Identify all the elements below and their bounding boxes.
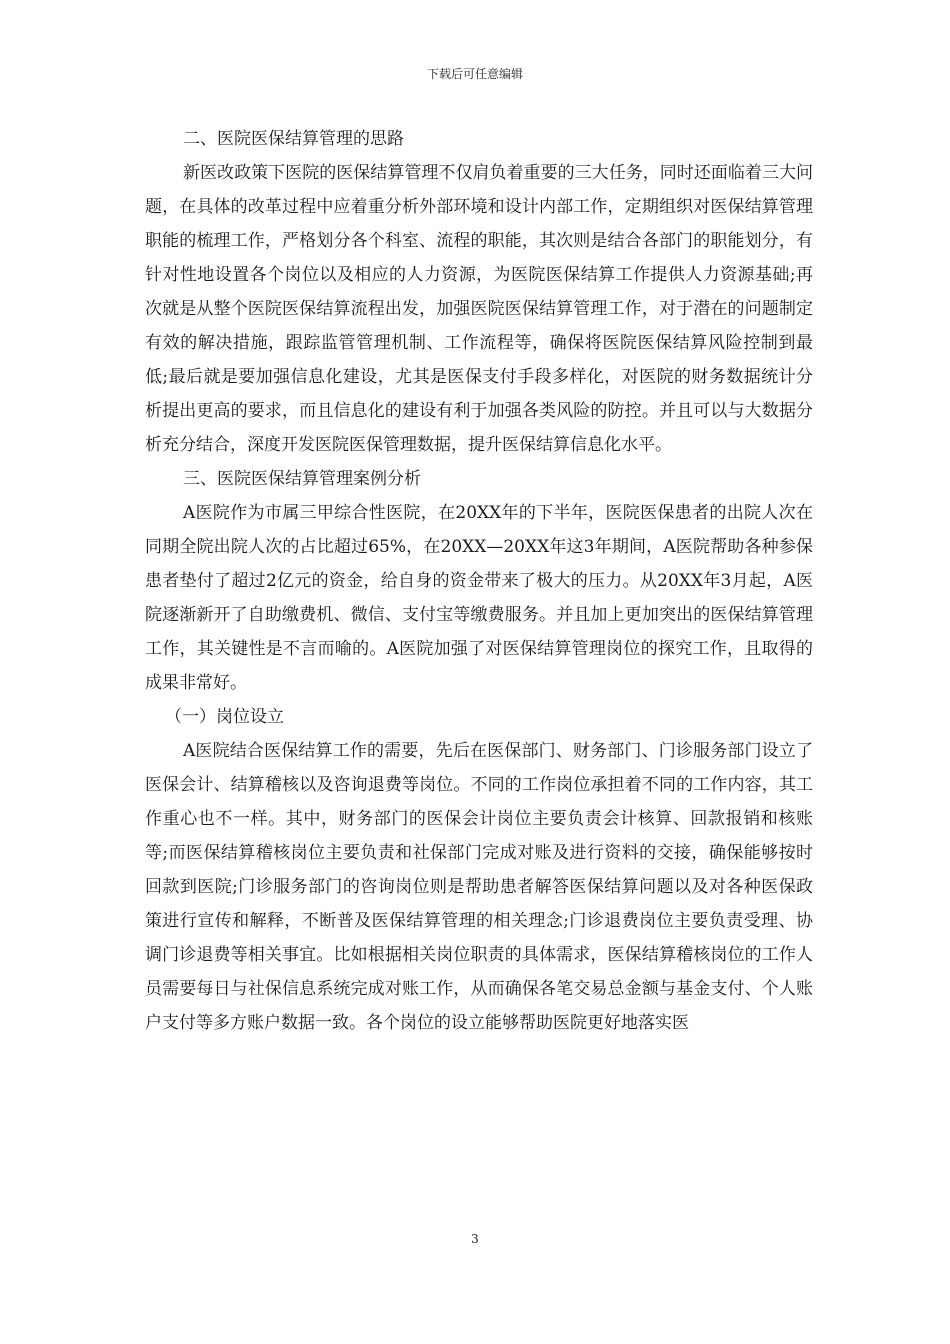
section-heading-3: 三、医院医保结算管理案例分析	[183, 469, 421, 489]
page-number: 3	[471, 1232, 479, 1246]
paragraph: 新医改政策下医院的医保结算管理不仅肩负着重要的三大任务，同时还面临着三大问题，在具体的改革过程中应着重分析外部环境和设计内部工作，定期组织对医保结算管理职能的梳理工作，严格划分各个科室、流程的职能，其次则是结合各部门的职能划分，有针对性地设置各个岗位以及相应的人力资源，为医院医保结算工作提供人力资源基础;再次就是从整个医院医保结算流程出发，加强医院医保结算管理工作，对于潜在的问题制定有效的解决措施，跟踪监管管理机制、工作流程等，确保将医院医保结算风险控制到最低;最后就是要加强信息化建设，尤其是医保支付手段多样化，对医院的财务数据统计分析提出更高的要求，而且信息化的建设有利于加强各类风险的防控。并且可以与大数据分析充分结合，深度开发医院医保管理数据，提升医保结算信息化水平。	[145, 163, 813, 455]
section-heading-2: 二、医院医保结算管理的思路	[183, 129, 404, 149]
subsection-heading: （一）岗位设立	[165, 707, 284, 727]
paragraph: A医院结合医保结算工作的需要，先后在医保部门、财务部门、门诊服务部门设立了医保会计、结算稽核以及咨询退费等岗位。不同的工作岗位承担着不同的工作内容，其工作重心也不一样。其中，财务部门的医保会计岗位主要负责会计核算、回款报销和核账等;而医保结算稽核岗位主要负责和社保部门完成对账及进行资料的交接，确保能够按时回款到医院;门诊服务部门的咨询岗位则是帮助患者解答医保结算问题以及对各种医保政策进行宣传和解释，不断普及医保结算管理的相关理念;门诊退费岗位主要负责受理、协调门诊退费等相关事宜。比如根据相关岗位职责的具体需求，医保结算稽核岗位的工作人员需要每日与社保信息系统完成对账工作，从而确保各笔交易总金额与基金支付、个人账户支付等多方账户数据一致。各个岗位的设立能够帮助医院更好地落实医	[145, 741, 813, 1033]
paragraph: A医院作为市属三甲综合性医院，在20XX年的下半年，医院医保患者的出院人次在同期全院出院人次的占比超过65%，在20XX—20XX年这3年期间，A医院帮助各种参保患者垫付了超过2亿元的资金，给自身的资金带来了极大的压力。从20XX年3月起，A医院逐渐新开了自助缴费机、微信、支付宝等缴费服务。并且加上更加突出的医保结算管理工作，其关键性是不言而喻的。A医院加强了对医保结算管理岗位的探究工作，且取得的成果非常好。	[145, 503, 813, 693]
page-header: 下载后可任意编辑	[426, 67, 523, 81]
document-body	[145, 122, 813, 1040]
